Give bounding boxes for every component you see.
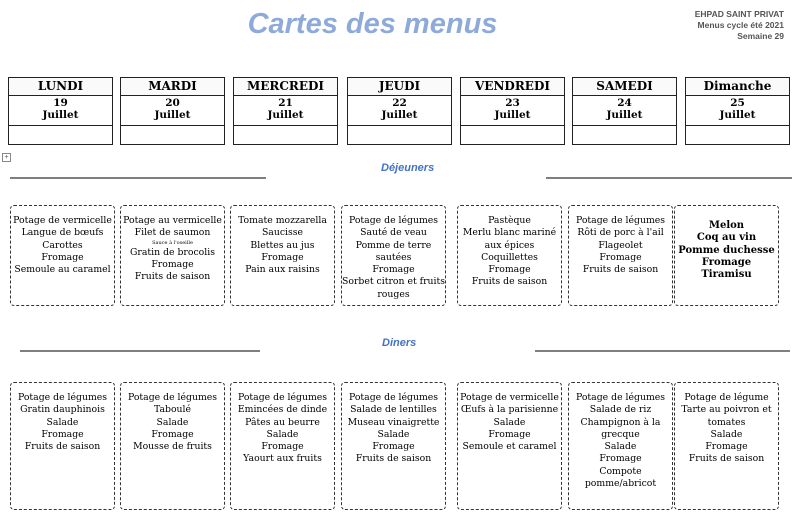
menu-item: Fromage bbox=[372, 441, 415, 453]
menu-item: Fruits de saison bbox=[688, 453, 765, 465]
menu-item: Salade bbox=[377, 428, 410, 440]
menu-item: Pastèque bbox=[488, 215, 531, 226]
menu-item: Fromage bbox=[701, 256, 752, 268]
week-number: Semaine 29 bbox=[737, 31, 784, 41]
menu-item: Fromage bbox=[151, 428, 194, 440]
menu-item: Salade bbox=[156, 416, 189, 428]
menu-card bbox=[10, 382, 115, 510]
menu-item: Tomate mozzarella bbox=[238, 215, 327, 226]
menu-item: Fruits de saison bbox=[471, 276, 548, 288]
menu-item: Rôti de porc à l'ail bbox=[577, 227, 664, 239]
divider-line bbox=[20, 350, 260, 352]
menu-item: tomates bbox=[707, 416, 746, 428]
menu-card bbox=[568, 205, 673, 306]
menu-item: Potage de légumes bbox=[348, 392, 439, 403]
page-title: Cartes des menus bbox=[247, 8, 498, 40]
day-name: LUNDI bbox=[9, 78, 112, 96]
day-name: MERCREDI bbox=[234, 78, 337, 96]
day-number: 20 bbox=[165, 97, 180, 109]
menu-item: Coq au vin bbox=[696, 232, 757, 244]
menu-item: Salade bbox=[266, 428, 299, 440]
menu-item: Saucisse bbox=[261, 227, 304, 239]
menu-item: Compote bbox=[599, 465, 642, 477]
day-column-header bbox=[685, 77, 790, 145]
day-name: SAMEDI bbox=[573, 78, 676, 96]
menu-item: Fromage bbox=[488, 264, 531, 276]
menu-item: Fruits de saison bbox=[582, 264, 659, 276]
menu-item: Sauté de veau bbox=[360, 227, 427, 239]
menu-cycle: Menus cycle été 2021 bbox=[697, 20, 784, 30]
empty-cell bbox=[9, 125, 112, 126]
day-month: Juillet bbox=[494, 109, 531, 121]
menu-item: Blettes au jus bbox=[250, 239, 315, 251]
menu-card bbox=[10, 205, 115, 306]
empty-cell bbox=[234, 125, 337, 126]
menu-card bbox=[341, 205, 446, 306]
section-heading-dejeuners: Déjeuners bbox=[381, 162, 435, 174]
day-number: 21 bbox=[278, 97, 293, 109]
menu-item: Fruits de saison bbox=[24, 441, 101, 453]
menu-item: Salade de lentilles bbox=[350, 404, 437, 416]
menu-item: Potage de vermicelle bbox=[13, 215, 112, 226]
menu-item: pomme/abricot bbox=[584, 478, 657, 490]
menu-item: Merlu blanc mariné bbox=[462, 227, 557, 239]
menu-item: Salade de riz bbox=[589, 404, 652, 416]
day-column-header bbox=[572, 77, 677, 145]
menu-item: Langue de bœufs bbox=[21, 227, 104, 239]
menu-item: Emincées de dinde bbox=[237, 404, 328, 416]
empty-cell bbox=[573, 125, 676, 126]
menu-item: Tiramisu bbox=[701, 269, 752, 281]
menu-item: Taboulé bbox=[153, 404, 192, 416]
day-column-header bbox=[8, 77, 113, 145]
menu-item: Sauce à l'oseille bbox=[152, 239, 193, 246]
menu-item: Fromage bbox=[151, 258, 194, 270]
day-month: Juillet bbox=[42, 109, 79, 121]
divider-line bbox=[535, 350, 790, 352]
menu-card bbox=[457, 382, 562, 510]
day-name: Dimanche bbox=[686, 78, 789, 96]
section-heading-diners: Diners bbox=[382, 337, 417, 349]
menu-item: Potage de vermicelle bbox=[460, 392, 559, 403]
menu-card bbox=[568, 382, 673, 510]
menu-item: Yaourt aux fruits bbox=[243, 453, 322, 465]
day-number: 25 bbox=[730, 97, 745, 109]
menu-item: Carottes bbox=[42, 239, 83, 251]
menu-item: aux épices bbox=[484, 239, 535, 251]
menu-item: Flageolet bbox=[598, 239, 643, 251]
menu-item: Potage de légumes bbox=[17, 392, 108, 403]
menu-card bbox=[120, 205, 225, 306]
menu-item: Coquillettes bbox=[481, 251, 538, 263]
empty-cell bbox=[348, 125, 451, 126]
menu-item: Tarte au poivron et bbox=[681, 404, 772, 416]
day-name: JEUDI bbox=[348, 78, 451, 96]
table-move-handle-icon[interactable]: + bbox=[2, 153, 11, 162]
menu-item: Filet de saumon bbox=[134, 227, 211, 239]
day-month: Juillet bbox=[381, 109, 418, 121]
menu-item: Champignon à la bbox=[580, 416, 661, 428]
menu-item: Potage de légumes bbox=[127, 392, 218, 403]
menu-item: Potage de légumes bbox=[348, 215, 439, 226]
day-column-header bbox=[120, 77, 225, 145]
day-month: Juillet bbox=[719, 109, 756, 121]
day-number: 19 bbox=[53, 97, 68, 109]
establishment-name: EHPAD SAINT PRIVAT bbox=[694, 9, 784, 19]
menu-item: Salade bbox=[46, 416, 79, 428]
menu-item: Gratin dauphinois bbox=[20, 404, 105, 416]
day-column-header bbox=[233, 77, 338, 145]
menu-item: Semoule au caramel bbox=[14, 264, 111, 276]
menu-item: Œufs à la parisienne bbox=[460, 404, 559, 416]
menu-card bbox=[230, 382, 335, 510]
menu-item: Mousse de fruits bbox=[133, 441, 212, 453]
empty-cell bbox=[686, 125, 789, 126]
empty-cell bbox=[461, 125, 564, 126]
menu-item: Potage au vermicelle bbox=[123, 215, 222, 226]
empty-cell bbox=[121, 125, 224, 126]
menu-item: Melon bbox=[708, 220, 745, 231]
menu-item: Fromage bbox=[372, 264, 415, 276]
day-month: Juillet bbox=[154, 109, 191, 121]
menu-item: Potage de légumes bbox=[575, 392, 666, 403]
menu-item: Sorbet citron et fruits bbox=[342, 276, 446, 288]
menu-item: rouges bbox=[377, 288, 410, 300]
menu-item: Fromage bbox=[599, 453, 642, 465]
divider-line bbox=[546, 177, 792, 179]
day-month: Juillet bbox=[606, 109, 643, 121]
establishment-info bbox=[695, 9, 784, 42]
menu-item: Potage de légumes bbox=[575, 215, 666, 226]
menu-item: Fromage bbox=[261, 441, 304, 453]
menu-card bbox=[674, 382, 779, 510]
menu-item: Pomme de terre sautées bbox=[355, 239, 432, 263]
divider-line bbox=[10, 177, 266, 179]
menu-item: Potage de légumes bbox=[237, 392, 328, 403]
menu-item: Semoule et caramel bbox=[462, 441, 557, 453]
menu-card bbox=[341, 382, 446, 510]
day-column-header bbox=[347, 77, 452, 145]
day-number: 22 bbox=[392, 97, 407, 109]
menu-item: Salade bbox=[493, 416, 526, 428]
menu-item: Pain aux raisins bbox=[245, 264, 320, 276]
menu-item: grecque bbox=[601, 428, 640, 440]
menu-item: Fruits de saison bbox=[355, 453, 432, 465]
day-number: 23 bbox=[505, 97, 520, 109]
day-number: 24 bbox=[617, 97, 632, 109]
menu-card bbox=[230, 205, 335, 306]
menu-item: Potage de légume bbox=[684, 392, 769, 403]
menu-item: Fromage bbox=[261, 251, 304, 263]
menu-item: Fromage bbox=[41, 251, 84, 263]
day-name: VENDREDI bbox=[461, 78, 564, 96]
menu-item: Gratin de brocolis bbox=[130, 246, 215, 258]
menu-card bbox=[674, 205, 779, 306]
menu-item: Salade bbox=[710, 428, 743, 440]
menu-item: Fromage bbox=[599, 251, 642, 263]
menu-item: Fromage bbox=[705, 441, 748, 453]
menu-item: Fromage bbox=[488, 428, 531, 440]
day-column-header bbox=[460, 77, 565, 145]
menu-item: Fromage bbox=[41, 428, 84, 440]
menu-item: Fruits de saison bbox=[134, 271, 211, 283]
day-name: MARDI bbox=[121, 78, 224, 96]
menu-card bbox=[120, 382, 225, 510]
menu-item: Pomme duchesse bbox=[678, 244, 775, 256]
menu-item: Pâtes au beurre bbox=[245, 416, 320, 428]
day-month: Juillet bbox=[267, 109, 304, 121]
menu-card bbox=[457, 205, 562, 306]
menu-item: Salade bbox=[604, 441, 637, 453]
menu-item: Museau vinaigrette bbox=[347, 416, 440, 428]
